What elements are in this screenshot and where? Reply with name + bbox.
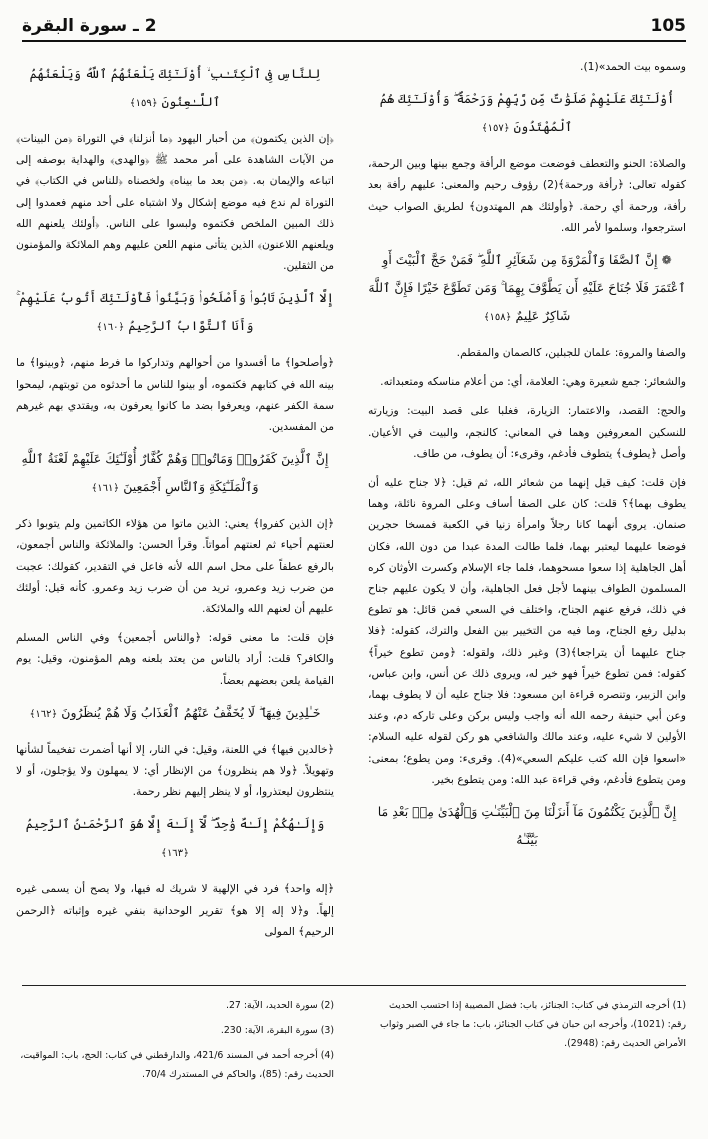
quran-verse [16,445,334,503]
paragraph: ﴿وأصلحوا﴾ ما أفسدوا من أحوالهم وتداركوا ما فرط منهم، ﴿وبينوا﴾ ما بينه الله في كتابهم فكتموه، أو بينوا للناس ما أحدثوه من توبتهم، ليمحوا سمة الكفر عنهم، ويعرفوا بضد ما كانوا يعرفون به، ويقتدي بهم غيرهم من المفسدين. [16,356,334,434]
footnote: (4) أخرجه أحمد في المسند 421/6، والدارقطني في كتاب: الحج، باب: المواقيت، الحديث رقم: (85)، والحاكم في المستدرك 70/4. [20,1050,334,1080]
verse-text: وَإِلَـٰهُكُمْ إِلَـٰهٌ وَٰحِدٌ ۖ لَّآ إِلَـٰهَ إِلَّا هُوَ ٱلرَّحْمَـٰنُ ٱلرَّحِيمُ [25,816,325,832]
quran-verse [368,85,686,143]
verse-text: إِلَّا ٱلَّذِينَ تَابُوا۟ وَأَصْلَحُوا۟ وَبَيَّنُوا۟ فَأُوْلَـٰٓئِكَ أَتُوبُ عَلَيْهِمْ ۚ وَأَنَا ٱلتَّوَّابُ ٱلرَّحِيمُ [16,290,334,334]
surah-title: 2 ـ سورة البقرة [22,16,157,36]
quran-verse [16,60,334,118]
footnote-divider [22,985,686,986]
quran-verse [16,699,334,729]
ayah-number: ﴿١٥٨﴾ [483,312,512,324]
quran-verse [368,246,686,332]
quran-verse [16,284,334,342]
page-number: 105 [650,16,686,36]
page-header [22,14,686,42]
paragraph: والصفا والمروة: علمان للجبلين، كالصمان والمقطم. [456,346,686,360]
footnotes-right [368,996,686,1059]
verse-text: لِلنَّاسِ فِى ٱلْكِتَـٰبِ ۙ أُوْلَـٰٓئِكَ يَلْعَنُهُمُ ٱللَّهُ وَيَلْعَنُهُمُ ٱللَّـٰعِنُونَ [29,66,321,109]
footnote: (3) سورة البقرة، الآية: 230. [220,1025,334,1036]
paragraph: فإن قلت: كيف قيل إنهما من شعائر الله، ثم قيل: ﴿لا جناح عليه أن يطوف بهما﴾؟ قلت: كان على الصفا أساف وعلى المروة نائلة، وهما صنمان. يروى أنهما كانا رجلاً وامرأة زنيا في الكعبة فمسخا حجرين فوضعا عليهما ليعتبر بهما، فلما طالت المدة عبدا من دون الله، فكان أهل الجاهلية إذا سعوا مسحوهما، فلما جاء الإسلام وكسرت الأوثان كره المسلمون الطواف بينهما لأجل فعل الجاهلية، وأن لا يكون عليهم جناح في ذلك، فرفع عنهم الجناح، واختلف في السعي فمن قائل: هو تطوع بدليل رفع الجناح، وما فيه من التخيير بين الفعل والترك، كقوله: ﴿فلا جناح عليهما أن يتراجعا﴾(3) وغير ذلك، ولقوله: ﴿ومن تطوع خيراً﴾ كقوله: فمن تطوع خيراً فهو خير له، ويروى ذلك عن أنس، وابن عباس، وابن الزبير، وتنصره قراءة ابن مسعود: فلا جناح عليه أن لا يطوف بهما، وعن أبي حنيفة رحمه الله أنه واجب وليس بركن وعلى تاركه دم، وعند الأولين لا شيء عليه، وعند مالك والشافعي هو ركن لقوله عليه السلام: «اسعوا فإن الله كتب عليكم السعي»(4). وقرىء: ومن يطوع؛ بمعنى: ومن يتطوع فأدغم، وفي قراءة عبد الله: ومن يتطوع بخير. [368,476,686,786]
paragraph: والصلاة: الحنو والتعطف فوضعت موضع الرأفة وجمع بينها وبين الرحمة، كقوله تعالى: ﴿رأفة ورحمة﴾(2) رؤوف رحيم والمعنى: عليهم رأفة بعد رأفة، ورحمة أي رحمة. ﴿وأولئك هم المهتدون﴾ لطريق الصواب حيث استرجعوا، وسلموا لأمر الله. [368,157,686,234]
verse-text: خَـٰلِدِينَ فِيهَا ۖ لَا يُخَفَّفُ عَنْهُمُ ٱلْعَذَابُ وَلَا هُمْ يُنظَرُونَ [61,704,321,720]
verse-text: أُوْلَـٰٓئِكَ عَلَيْهِمْ صَلَوَٰتٌ مِّن رَّبِّهِمْ وَرَحْمَةٌ ۖ وَأُوْلَـٰٓئِكَ هُمُ ٱلْمُهْتَدُونَ [379,91,675,135]
ayah-number: ﴿١٥٧﴾ [481,123,510,135]
paragraph: ﴿إن الذين كفروا﴾ يعني: الذين ماتوا من هؤلاء الكاتمين ولم يتوبوا ذكر لعنتهم أحياء ثم لعنتهم أمواتاً. وقرأ الحسن: والملائكة والناس أجمعون، بالرفع عطفاً على محل اسم الله لأنه فاعل في التقدير، كقولك: عجبت من ضرب زيد وعمرو، تريد من أن ضرب زيد وعمرو. كأنه قيل: أولئك عليهم أن لعنهم الله والملائكة. [16,517,334,616]
verse-text: إِنَّ ٱلَّذِينَ كَفَرُوا۟ وَمَاتُوا۟ وَهُمْ كُفَّارٌ أُوْلَـٰٓئِكَ عَلَيْهِمْ لَعْنَةُ ٱللَّهِ وَٱلْمَلَـٰٓئِكَةِ وَٱلنَّاسِ أَجْمَعِينَ [21,451,329,495]
footnote: (2) سورة الحديد، الآية: 27. [225,1000,334,1011]
paragraph: والشعائر: جمع شعيرة وهي: العلامة، أي: من أعلام مناسكه ومتعبداته. [380,375,686,389]
paragraph: ﴿خالدين فيها﴾ في اللعنة، وقيل: في النار، إلا أنها أضمرت تفخيماً لشأنها وتهويلاً. ﴿ولا هم ينظرون﴾ من الإنظار أي: لا يمهلون ولا يؤجلون، أو لا ينتظرون ليعتذروا، أو لا ينظر إليهم نظر رحمة. [16,742,334,799]
quran-verse [368,798,686,854]
paragraph: فإن قلت: ما معنى قوله: ﴿والناس أجمعين﴾ وفي الناس المسلم والكافر؟ قلت: أراد بالناس من يعتد بلعنه وهم المؤمنون، وقيل: يوم القيامة يلعن بعضهم بعضاً. [16,631,334,687]
ayah-number: ﴿١٦٠﴾ [96,322,125,334]
ayah-number: ﴿١٥٩﴾ [129,98,158,109]
ayah-number: ﴿١٦٣﴾ [161,848,189,860]
footnote: (1) أخرجه الترمذي في كتاب: الجنائز، باب: فضل المصيبة إذا احتسب الحديث رقم: (1021)، وأخرجه ابن حبان في كتاب الجنائز، باب: ما جاء في الصبر وثواب الأمراض الحديث رقم: (2948). [380,1000,686,1049]
right-column [368,56,686,864]
left-column [16,56,334,950]
ayah-number: ﴿١٦١﴾ [91,483,120,495]
verse-star-icon: ❁ [661,253,672,268]
ayah-number: ﴿١٦٢﴾ [29,708,58,720]
quran-verse [16,810,334,868]
paragraph: والحج: القصد، والاعتمار: الزيارة، فغلبا على قصد البيت: وزيارته للنسكين المعروفين وهما في المعاني: كالنجم، والبيت في الأعيان. وأصل ﴿يطوف﴾ يتطوف فأدغم، وقرىء: أن يطوف، من طاف. [368,404,686,460]
footnotes-left [16,996,334,1090]
paragraph: وسموه بيت الحمد»(1). [580,60,686,73]
paragraph: ﴿إله واحد﴾ فرد في الإلهية لا شريك له فيها، ولا يصح أن يسمى غيره إلهاً. و﴿لا إله إلا هو﴾ تقرير الوحدانية بنفي غيره وإثباته ﴿الرحمن الرحيم﴾ المولى [16,882,334,938]
verse-text: إِنَّ ٱلصَّفَا وَٱلْمَرْوَةَ مِن شَعَآئِرِ ٱللَّهِ ۖ فَمَنْ حَجَّ ٱلْبَيْتَ أَوِ ٱعْتَمَرَ فَلَا جُنَاحَ عَلَيْهِ أَن يَطَّوَّفَ بِهِمَا ۚ وَمَن تَطَوَّعَ خَيْرًا فَإِنَّ ٱللَّهَ شَاكِرٌ عَلِيمٌ [368,252,686,324]
paragraph: ﴿إن الذين يكتمون﴾ من أحبار اليهود ﴿ما أنزلنا﴾ في التوراة ﴿من البينات﴾ من الآيات الشاهدة على أمر محمد ﷺ ﴿والهدى﴾ والهداية بوصفه إلى اتباعه والإيمان به. ﴿من بعد ما بيناه﴾ ولخصناه ﴿للناس في الكتاب﴾ في التوراة لم ندع فيه موضع إشكال ولا اشتباه على أحد منهم فعمدوا إلى ذلك المبين الملخص فكتموه ولبسوا على الناس. ﴿أولئك يلعنهم الله ويلعنهم اللاعنون﴾ الذين يتأتى منهم اللعن عليهم وهم الملائكة والمؤمنون من الثقلين. [16,132,334,273]
verse-text: إِنَّ ٱلَّذِينَ يَكْتُمُونَ مَآ أَنزَلْنَا مِنَ ٱلْبَيِّنَـٰتِ وَٱلْهُدَىٰ مِنۢ بَعْدِ مَا بَيَّنَّـٰهُ [377,804,677,848]
